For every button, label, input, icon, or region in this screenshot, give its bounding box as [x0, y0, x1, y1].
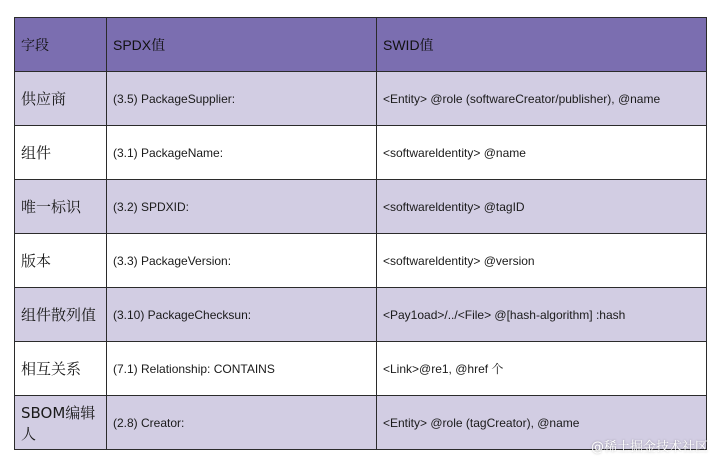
swid-cell: <Entity> @role (softwareCreator/publisher), @name	[377, 72, 707, 126]
field-cell: 相互关系	[15, 342, 107, 396]
swid-cell: <softwareldentity> @version	[377, 234, 707, 288]
header-field: 字段	[15, 18, 107, 72]
field-cell: 供应商	[15, 72, 107, 126]
table-row	[15, 288, 707, 342]
table-header-row	[15, 18, 707, 72]
swid-cell: <Pay1oad>/../<File> @[hash-algorithm] :hash	[377, 288, 707, 342]
swid-cell: <softwareldentity> @name	[377, 126, 707, 180]
field-cell: 组件	[15, 126, 107, 180]
field-cell: 版本	[15, 234, 107, 288]
spdx-cell: (3.1) PackageName:	[107, 126, 377, 180]
field-cell: SBOM编辑人	[15, 396, 107, 450]
mapping-table-container	[14, 17, 706, 450]
swid-cell: <Entity> @role (tagCreator), @name	[377, 396, 707, 450]
site-watermark: @稀土掘金技术社区	[590, 440, 708, 455]
header-spdx: SPDX值	[107, 18, 377, 72]
field-cell: 唯一标识	[15, 180, 107, 234]
table-row	[15, 126, 707, 180]
spdx-cell: (3.10) PackageChecksun:	[107, 288, 377, 342]
table-row	[15, 180, 707, 234]
spdx-swid-mapping-table	[14, 17, 707, 450]
spdx-cell: (7.1) Relationship: CONTAINS	[107, 342, 377, 396]
spdx-cell: (3.5) PackageSupplier:	[107, 72, 377, 126]
spdx-cell: (2.8) Creator:	[107, 396, 377, 450]
field-cell: 组件散列值	[15, 288, 107, 342]
spdx-cell: (3.2) SPDXID:	[107, 180, 377, 234]
table-row	[15, 72, 707, 126]
table-row	[15, 234, 707, 288]
swid-cell: <Link>@re1, @href 个	[377, 342, 707, 396]
swid-cell: <softwareldentity> @tagID	[377, 180, 707, 234]
header-swid: SWID值	[377, 18, 707, 72]
spdx-cell: (3.3) PackageVersion:	[107, 234, 377, 288]
table-row	[15, 342, 707, 396]
